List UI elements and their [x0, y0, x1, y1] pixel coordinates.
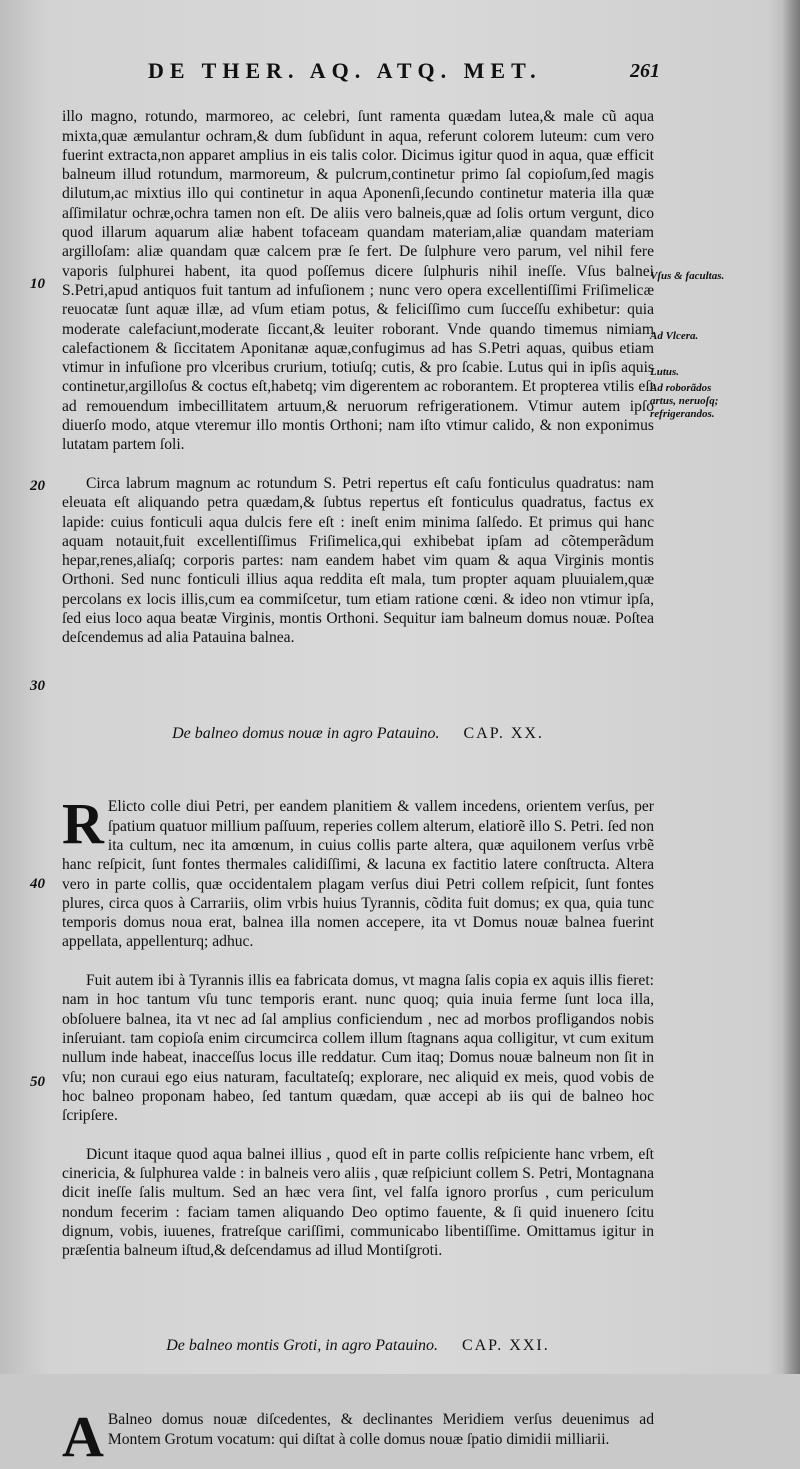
line-number-40: 40	[30, 876, 45, 892]
running-title: DE THER. AQ. ATQ. MET.	[148, 58, 542, 83]
paragraph-text: Balneo domus nouæ diſcedentes, & declinantes Meridiem verſus deuenimus ad Montem Grotum vocatum: qui diſtat à colle domus nouæ ſpatio dimidii milliarii.	[107, 1411, 654, 1448]
paragraph-text: Elicto colle diui Petri, per eandem planitiem & vallem incedens, orientem verſus, per ſpatium quatuor millium paſſuum, reperies collem alterum, elatiorẽ illo S. Petri. ſed non ita cultum, nec ita amœnum, in cuius collis parte altera, quæ aquilonem verſus vrbẽ hanc reſpicit, ſunt fontes thermales calidiſſimi, & lacuna ex factitio latere conſtructa. Altera vero in parte collis, quæ occidentalem plagam verſus diui Petri collem reſpicit, ſunt fontes plures, circa quos à Carrariis, olim vrbis huius Tyrannis, cõdita fuit domus; ex qua, quia tunc temporis domus noua erat, balnea illa nomen accepere, ita vt Domus nouæ balnea fuerint appellata, appellenturq; adhuc.	[62, 798, 654, 951]
paragraph: Dicunt itaque quod aqua balnei illius , quod eſt in parte collis reſpiciente hanc vrbem, eſt cinericia, & ſulphurea valde : in balneis vero aliis , quæ reſpiciunt collem S. Petri, Montagnana dicit ineſſe ſalis multum. Sed an hæc vera ſint, vel falſa ignoro prorſus , cum periculum nondum fecerim : faciam tamen aliquando Deo optimo fauente, & ſi quid inuenero ſcitu dignum, vobis, iuuenes, fratreſque cariſſimi, communicabo libentiſſime. Omittamus igitur in præſentia balneum iſtud,& deſcendamus ad illud Montiſgroti.	[62, 1145, 654, 1260]
paragraph: Fuit autem ibi à Tyrannis illis ea fabricata domus, vt magna ſalis copia ex aquis illis fieret: nam in hoc tantum vſu tunc temporis erant. nunc quoq; quia inuia ferme ſunt loca illa, obſoluere balnea, ita vt nec ad ſal amplius conficiendum , nec ad morbos profligandos nobis inſeruiant. tam copioſa enim circumcirca collem illum ſtagnans aqua colligitur, vt cum exitum nullum inde habeat, inacceſſus locus ille reddatur. Cum itaq; Domus nouæ balneum non ſit in vſu; non curaui ego eius naturam, facultateſq; explorare, nec aliquid ex meis, quod vobis de hoc balneo proponam habeo, ſed tantum quædam, quæ accepi ab iis qui de balneo hoc ſcripſere.	[62, 972, 654, 1125]
line-number-50: 50	[30, 1074, 45, 1090]
chapter-title: De balneo montis Groti, in agro Patauino.	[166, 1337, 438, 1355]
line-number-20: 20	[30, 478, 45, 494]
page-header	[148, 58, 668, 88]
chapter-heading	[62, 704, 654, 743]
paragraph: Circa labrum magnum ac rotundum S. Petri repertus eſt caſu fonticulus quadratus: nam eleuata eſt aliquando petra quædam,& ſubtus repertus eſt fonticulus quadratus, factus ex lapide: cuius fonticuli aqua dulcis fere eſt : ineſt enim minima ſalſedo. Et primus qui hanc aquam notauit,fuit excellentiſſimus Friſimelica,qui exhibebat ipſam ad cõtemperãdum hepar,renes,aliaſq; corporis partes: nam eandem habet vim quam & aqua Virginis montis Orthoni. Sed nunc fonticuli illius aqua reddita eſt mala, tum propter aquam pluuialem,quæ percolans ex locis illis,cum ea commiſcetur, tum etiam ratione cœni. & ideo non vtimur ipſa, ſed eius loco aqua beatæ Virginis, montis Orthoni. Sequitur iam balneum domus nouæ. Poſtea deſcendemus ad alia Patauina balnea.	[62, 474, 654, 647]
margin-note-artus: Ad roborãdos artus, neruoſq; refrigerandos.	[650, 382, 719, 420]
margin-note-usus: Vſus & facultas.	[650, 270, 725, 282]
margin-note-ulcera: Ad Vlcera.	[650, 330, 699, 342]
paragraph	[62, 1404, 654, 1469]
chapter-heading	[62, 1317, 654, 1356]
body-text	[62, 88, 654, 1469]
page-edge-shadow	[782, 0, 800, 1374]
chapter-title: De balneo domus nouæ in agro Patauino.	[172, 724, 440, 742]
chapter-number: CAP. XX.	[463, 724, 544, 742]
drop-cap: A	[62, 1404, 104, 1469]
paragraph: illo magno, rotundo, marmoreo, ac celebri, ſunt ramenta quædam lutea,& male cũ aqua mixta,quæ æmulantur ochram,& dum ſubſidunt in aqua, referunt colorem luteum: cum vero fuerint extracta,non apparet amplius in eis talis color. Dicimus igitur quod in aqua, quæ efficit balneum illud rotundum, marmoreum, & pulcrum,continetur primo ſal copioſum,ſed magis dilutum,ac mixtius illo qui continetur in aqua Aponenſi,ſecundo continetur materia illa quæ aſſimilatur ochræ,ochra tamen non eſt. De aliis vero balneis,quæ ad ſolis ortum vergunt, dico quod illarum aquarum aliæ habent tofaceam quandam materiam,aliæ quandam materiam argilloſam: aliæ quandam quæ calcem præ ſe fert. De ſulphure vero parum, vel nihil fere vaporis ſulphurei habent, ita quod poſſemus dicere ſulphuris nihil ineſſe. Vſus balnei S.Petri,apud antiquos fuit tantum ad infuſionem ; nunc vero opera excellentiſſimi Friſimelicæ reuocatæ ſunt aquæ illæ, ad vſum etiam potus, & feliciſſimo cum ſucceſſu exhibetur: quia moderate calefaciunt,moderate ſiccant,& leuiter roborant. Vnde quando timemus nimiam calefactionem & ſiccitatem Aponitanæ aquæ,confugimus ad has S.Petri aquas, quibus etiam vtimur in infuſione pro vlceribus crurium, totiuſq; cutis, & pro ſcabie. Lutus qui in ipſis aquis continetur,argilloſus & coctus eſt,habetq; vim digerentem ac roborantem. Et propterea vtilis eſt ad remouendum imbecillitatem artuum,& neruorum refrigerationem. Vtimur autem ipſo diuerſo modo, atque vteremur illo montis Orthoni; nam iſto vtimur calido, & non exponimus lutatam partem ſoli.	[62, 108, 654, 454]
paragraph	[62, 791, 654, 951]
line-number-10: 10	[30, 276, 45, 292]
line-number-30: 30	[30, 678, 45, 694]
page-number: 261	[630, 60, 660, 82]
drop-cap: R	[62, 791, 104, 857]
margin-note-lutus: Lutus.	[650, 366, 680, 378]
chapter-number: CAP. XXI.	[461, 1337, 550, 1355]
